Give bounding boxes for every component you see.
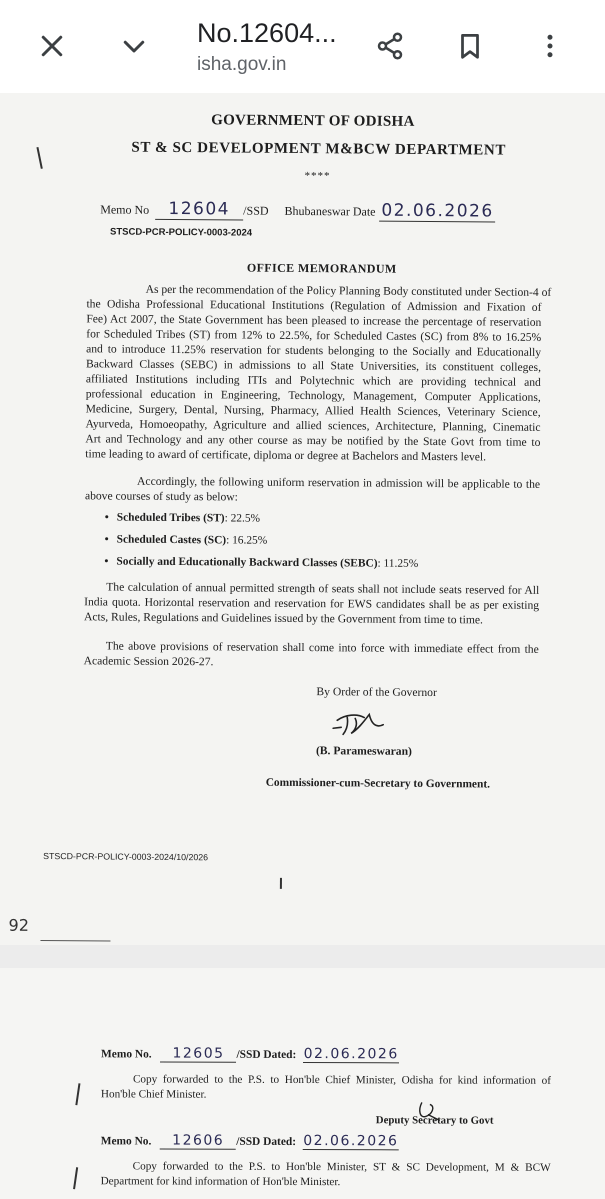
department-heading: ST & SC DEVELOPMENT M&BCW DEPARTMENT — [131, 139, 507, 159]
text-line: Accordingly, the following uniform reservation in admission will be applicable to the — [137, 474, 541, 491]
chevron-down-icon[interactable] — [110, 22, 158, 70]
browser-top-bar — [0, 0, 605, 93]
memo-date: 02.06.2026 — [303, 1046, 399, 1063]
memo-label: Memo No. — [101, 1048, 152, 1061]
text-line: Academic Session 2026-27. — [83, 654, 214, 669]
copy-forward-1 — [101, 1072, 551, 1104]
text-line: affiliated Institutions including ITIs and Polytechnic which are providing technical and — [85, 372, 541, 389]
memo-number: 12604 — [168, 198, 231, 220]
memo-date: 02.06.2026 — [303, 1133, 399, 1150]
list-item-label: Scheduled Tribes (ST) — [116, 511, 225, 525]
paragraph-1 — [85, 281, 552, 465]
url-text[interactable]: isha.gov.in — [197, 54, 287, 75]
memo-label: Memo No — [100, 202, 150, 217]
page-number: 92 — [8, 915, 30, 935]
memo-line — [101, 1132, 399, 1150]
bullet-icon: • — [104, 511, 109, 524]
text-line: As per the recommendation of the Policy Planning Body constituted under Section-4 of — [145, 282, 552, 299]
text-line: and to introduce 11.25% reservation for students belonging to the Socially and Educationally — [86, 342, 542, 359]
memo-label: Memo No. — [100, 1135, 152, 1148]
pen-mark — [73, 1167, 78, 1189]
separator-stars: **** — [304, 170, 331, 183]
signature-image — [331, 708, 391, 738]
more-vert-icon[interactable] — [526, 22, 574, 70]
document-page-1 — [0, 93, 605, 945]
memo-number: 12606 — [172, 1132, 225, 1149]
memo-date: 02.06.2026 — [381, 200, 494, 222]
text-line: Copy forwarded to the P.S. to Hon'ble Chief Minister, Odisha for kind information of — [132, 1073, 551, 1087]
memo-suffix: /SSD Dated: — [236, 1048, 297, 1061]
list-item-value: : 16.25% — [226, 534, 268, 547]
text-line: Department for kind information of Hon'ble Minister. — [100, 1175, 341, 1189]
bookmark-icon[interactable] — [446, 22, 494, 70]
paragraph-2 — [85, 473, 540, 507]
bullet-icon: • — [104, 533, 109, 546]
memo-number: 12605 — [172, 1045, 225, 1062]
signature-image — [414, 1100, 444, 1122]
signatory-designation: Commissioner-cum-Secretary to Government. — [265, 776, 491, 791]
text-line: professional education in Engineering, Technology, Management, Computer Applications, — [85, 387, 541, 404]
text-line: The above provisions of reservation shall come into force with immediate effect from the — [105, 639, 539, 656]
text-line: the Odisha Professional Educational Institutions (Regulation of Admission and Fixation of — [86, 297, 542, 314]
pen-mark — [75, 1083, 80, 1105]
share-icon[interactable] — [366, 22, 414, 70]
list-item-label: Scheduled Castes (SC) — [116, 533, 227, 547]
office-memorandum-heading: OFFICE MEMORANDUM — [246, 260, 397, 276]
text-line: above courses of study as below: — [84, 489, 238, 504]
pen-mark — [280, 878, 282, 889]
list-item — [105, 511, 419, 525]
list-item-value: : 22.5% — [224, 512, 261, 525]
page-number-underline — [40, 940, 110, 942]
paragraph-3 — [84, 579, 539, 628]
deputy-secretary-label: Deputy Secretary to Govt — [375, 1114, 494, 1127]
memo-line — [101, 1045, 399, 1063]
memo-suffix: /SSD — [243, 203, 269, 218]
by-order-line: By Order of the Governor — [316, 685, 437, 700]
text-line: Acts, Rules, Regulations and Guidelines issued by the Government from time to time. — [83, 610, 484, 627]
reference-code: STSCD-PCR-POLICY-0003-2024 — [110, 226, 253, 239]
government-heading: GOVERNMENT OF ODISHA — [211, 112, 415, 130]
list-item-value: : 11.25% — [377, 557, 419, 570]
document-page-2 — [0, 968, 605, 1199]
copy-forward-2 — [101, 1159, 551, 1191]
text-line: Medicine, Surgery, Dental, Nursing, Pharmacy, Allied Health Sciences, Veterinary Science, — [85, 402, 541, 419]
text-line: The calculation of annual permitted strength of seats shall not include seats reserved for All — [106, 580, 540, 597]
list-item — [104, 555, 418, 569]
text-line: Fee) Act 2007, the State Government has been pleased to increase the percentage of reservation — [86, 312, 542, 329]
close-icon[interactable] — [28, 22, 76, 70]
memo-line — [100, 198, 495, 222]
reservation-list — [104, 511, 418, 579]
text-line: time leading to award of certificate, diploma or degree at Bachelors and Masters level. — [85, 447, 487, 464]
list-item-label: Socially and Educationally Backward Classes (SEBC) — [116, 555, 378, 570]
signatory-name: (B. Parameswaran) — [315, 744, 412, 758]
text-line: Art and Technology and any other course as may be notified by the State Govt from time to — [85, 432, 541, 449]
text-line: Backward Classes (SEBC) in admissions to all State Universities, its constituent colleges, — [85, 357, 542, 374]
text-line: Copy forwarded to the P.S. to Hon'ble Minister, ST & SC Development, M & BCW — [132, 1160, 551, 1174]
list-item — [105, 533, 419, 547]
memo-suffix: /SSD Dated: — [236, 1135, 297, 1148]
text-line: India quota. Horizontal reservation and reservation for EWS candidates shall be as per existing — [84, 595, 540, 612]
text-line: Hon'ble Chief Minister. — [100, 1088, 207, 1101]
paragraph-4 — [84, 638, 539, 672]
bullet-icon: • — [104, 555, 109, 568]
footer-reference: STSCD-PCR-POLICY-0003-2024/10/2026 — [43, 850, 209, 863]
place-label: Bhubaneswar Date — [284, 203, 376, 219]
page-title: No.12604... — [197, 18, 337, 48]
text-line: for Scheduled Tribes (ST) from 12% to 22.5%, for Scheduled Castes (SC) from 8% to 16.25% — [86, 327, 542, 344]
text-line: Ayurveda, Homoeopathy, Agriculture and allied sciences, Architecture, Planning, Cinematic — [85, 417, 541, 434]
